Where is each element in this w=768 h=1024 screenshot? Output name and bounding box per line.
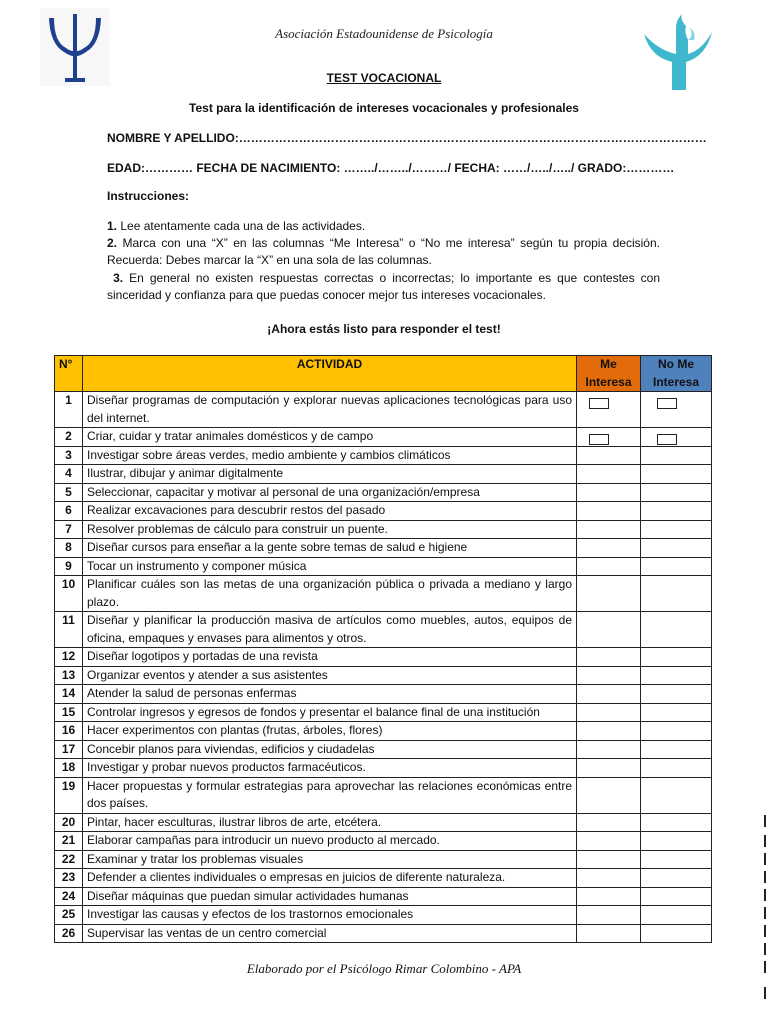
me-interesa-cell[interactable]: [577, 502, 641, 521]
row-number: 2: [55, 428, 83, 447]
table-row: [55, 428, 712, 447]
table-row: [55, 446, 712, 465]
no-me-interesa-cell[interactable]: [641, 520, 712, 539]
table-row: [55, 685, 712, 704]
me-interesa-cell[interactable]: [577, 557, 641, 576]
me-interesa-cell[interactable]: [577, 648, 641, 667]
activity-text: Supervisar las ventas de un centro comercial: [83, 924, 577, 943]
name-field-line[interactable]: NOMBRE Y APELLIDO:………………………………………………………………………………………………………: [107, 131, 707, 145]
activity-text: Seleccionar, capacitar y motivar al personal de una organización/empresa: [83, 483, 577, 502]
no-me-interesa-cell[interactable]: [641, 703, 712, 722]
me-interesa-cell[interactable]: [577, 520, 641, 539]
no-me-interesa-cell[interactable]: [641, 813, 712, 832]
no-me-interesa-cell[interactable]: [641, 906, 712, 925]
me-interesa-cell[interactable]: [577, 685, 641, 704]
activity-text: Hacer experimentos con plantas (frutas, árboles, flores): [83, 722, 577, 741]
row-number: 18: [55, 759, 83, 778]
no-me-interesa-cell[interactable]: [641, 666, 712, 685]
instruction-text: Marca con una “X” en las columnas “Me Interesa” o “No me interesa” según tu propia decisión. Recuerda: Debes marcar la “X” en una sola de las columnas.: [107, 236, 660, 268]
no-me-interesa-cell[interactable]: [641, 869, 712, 888]
instruction-text: En general no existen respuestas correctas o incorrectas; lo importante es que contestes con sinceridad y confianza para que puedas conocer mejor tus intereses vocacionales.: [107, 270, 661, 302]
activity-text: Elaborar campañas para introducir un nuevo producto al mercado.: [83, 832, 577, 851]
me-interesa-cell[interactable]: [577, 666, 641, 685]
me-interesa-cell[interactable]: [577, 428, 641, 447]
instruction-number: 2.: [107, 236, 118, 251]
no-me-interesa-checkbox[interactable]: [657, 434, 677, 445]
no-me-interesa-cell[interactable]: [641, 446, 712, 465]
table-row: [55, 392, 712, 428]
activity-text: Criar, cuidar y tratar animales domésticos y de campo: [83, 428, 577, 447]
no-me-interesa-cell[interactable]: [641, 759, 712, 778]
row-number: 19: [55, 777, 83, 813]
me-interesa-cell[interactable]: [577, 576, 641, 612]
table-row: [55, 483, 712, 502]
instruction-number: 1.: [107, 219, 118, 233]
me-interesa-cell[interactable]: [577, 869, 641, 888]
no-me-interesa-cell[interactable]: [641, 685, 712, 704]
me-interesa-cell[interactable]: [577, 392, 641, 428]
activity-text: Hacer propuestas y formular estrategias para aprovechar las relaciones económicas entre dos países.: [83, 777, 577, 813]
table-row: [55, 502, 712, 521]
activity-text: Realizar excavaciones para descubrir restos del pasado: [83, 502, 577, 521]
row-number: 23: [55, 869, 83, 888]
table-row: [55, 539, 712, 558]
instructions-list: [107, 218, 660, 304]
header-me-interesa: Me Interesa: [577, 356, 641, 392]
table-row: [55, 703, 712, 722]
activity-text: Ilustrar, dibujar y animar digitalmente: [83, 465, 577, 484]
row-number: 3: [55, 446, 83, 465]
ready-message: ¡Ahora estás listo para responder el test!: [267, 322, 501, 336]
no-me-interesa-cell[interactable]: [641, 612, 712, 648]
table-row: [55, 520, 712, 539]
row-number: 14: [55, 685, 83, 704]
table-row: [55, 924, 712, 943]
me-interesa-cell[interactable]: [577, 832, 641, 851]
header-number: N°: [55, 356, 83, 392]
row-number: 25: [55, 906, 83, 925]
instruction-text: Lee atentamente cada una de las actividades.: [117, 219, 366, 233]
me-interesa-cell[interactable]: [577, 483, 641, 502]
me-interesa-cell[interactable]: [577, 887, 641, 906]
row-number: 17: [55, 740, 83, 759]
table-row: [55, 740, 712, 759]
row-number: 10: [55, 576, 83, 612]
no-me-interesa-cell[interactable]: [641, 392, 712, 428]
row-number: 9: [55, 557, 83, 576]
activity-text: Tocar un instrumento y componer música: [83, 557, 577, 576]
no-me-interesa-checkbox[interactable]: [657, 398, 677, 409]
table-row: [55, 813, 712, 832]
document-title: TEST VOCACIONAL: [326, 71, 442, 85]
no-me-interesa-cell[interactable]: [641, 465, 712, 484]
activity-text: Organizar eventos y atender a sus asistentes: [83, 666, 577, 685]
me-interesa-cell[interactable]: [577, 740, 641, 759]
me-interesa-cell[interactable]: [577, 850, 641, 869]
row-number: 12: [55, 648, 83, 667]
no-me-interesa-cell[interactable]: [641, 850, 712, 869]
me-interesa-cell[interactable]: [577, 703, 641, 722]
no-me-interesa-cell[interactable]: [641, 777, 712, 813]
activity-text: Controlar ingresos y egresos de fondos y presentar el balance final de una institución: [83, 703, 577, 722]
row-number: 6: [55, 502, 83, 521]
activity-text: Atender la salud de personas enfermas: [83, 685, 577, 704]
activity-text: Diseñar logotipos y portadas de una revista: [83, 648, 577, 667]
personal-data-line[interactable]: EDAD:………… FECHA DE NACIMIENTO: ……../……../………/ FECHA: ……/…../…../ GRADO:…………: [107, 161, 675, 175]
margin-marks: [764, 815, 768, 1005]
row-number: 13: [55, 666, 83, 685]
row-number: 24: [55, 887, 83, 906]
footer-credit: Elaborado por el Psicólogo Rimar Colombino - APA: [246, 961, 522, 976]
activity-text: Diseñar y planificar la producción masiva de artículos como muebles, autos, equipos de oficina, empaques y envases para alimentos y otros.: [83, 612, 577, 648]
activity-text: Investigar sobre áreas verdes, medio ambiente y cambios climáticos: [83, 446, 577, 465]
table-row: [55, 722, 712, 741]
me-interesa-cell[interactable]: [577, 722, 641, 741]
document-subtitle: Test para la identificación de intereses vocacionales y profesionales: [189, 101, 579, 115]
me-interesa-cell[interactable]: [577, 539, 641, 558]
table-row: [55, 612, 712, 648]
activity-text: Concebir planos para viviendas, edificios y ciudadelas: [83, 740, 577, 759]
table-row: [55, 557, 712, 576]
activity-text: Pintar, hacer esculturas, ilustrar libros de arte, etcétera.: [83, 813, 577, 832]
instruction-item: [107, 270, 660, 304]
table-row: [55, 887, 712, 906]
row-number: 26: [55, 924, 83, 943]
activity-text: Resolver problemas de cálculo para construir un puente.: [83, 520, 577, 539]
table-row: [55, 648, 712, 667]
row-number: 20: [55, 813, 83, 832]
activity-text: Investigar y probar nuevos productos farmacéuticos.: [83, 759, 577, 778]
no-me-interesa-cell[interactable]: [641, 648, 712, 667]
table-row: [55, 869, 712, 888]
no-me-interesa-cell[interactable]: [641, 483, 712, 502]
me-interesa-cell[interactable]: [577, 777, 641, 813]
table-row: [55, 906, 712, 925]
activity-text: Diseñar programas de computación y explorar nuevas aplicaciones tecnológicas para uso del internet.: [83, 392, 577, 428]
row-number: 4: [55, 465, 83, 484]
row-number: 7: [55, 520, 83, 539]
header-no-me-interesa: No Me Interesa: [641, 356, 712, 392]
me-interesa-cell[interactable]: [577, 612, 641, 648]
table-row: [55, 465, 712, 484]
instructions-heading: Instrucciones:: [107, 189, 190, 203]
no-me-interesa-cell[interactable]: [641, 502, 712, 521]
me-interesa-cell[interactable]: [577, 924, 641, 943]
activity-text: Examinar y tratar los problemas visuales: [83, 850, 577, 869]
row-number: 16: [55, 722, 83, 741]
no-me-interesa-cell[interactable]: [641, 740, 712, 759]
me-interesa-cell[interactable]: [577, 813, 641, 832]
me-interesa-cell[interactable]: [577, 906, 641, 925]
association-name: Asociación Estadounidense de Psicología: [275, 26, 493, 41]
no-me-interesa-cell[interactable]: [641, 924, 712, 943]
no-me-interesa-cell[interactable]: [641, 832, 712, 851]
activity-text: Diseñar cursos para enseñar a la gente sobre temas de salud e higiene: [83, 539, 577, 558]
table-row: [55, 850, 712, 869]
activity-text: Defender a clientes individuales o empresas en juicios de diferente naturaleza.: [83, 869, 577, 888]
no-me-interesa-cell[interactable]: [641, 722, 712, 741]
me-interesa-cell[interactable]: [577, 465, 641, 484]
table-row: [55, 832, 712, 851]
activity-text: Planificar cuáles son las metas de una organización pública o privada a mediano y largo plazo.: [83, 576, 577, 612]
row-number: 21: [55, 832, 83, 851]
me-interesa-checkbox[interactable]: [589, 434, 609, 445]
row-number: 1: [55, 392, 83, 428]
activity-text: Investigar las causas y efectos de los trastornos emocionales: [83, 906, 577, 925]
me-interesa-checkbox[interactable]: [589, 398, 609, 409]
no-me-interesa-cell[interactable]: [641, 428, 712, 447]
me-interesa-cell[interactable]: [577, 446, 641, 465]
row-number: 22: [55, 850, 83, 869]
instruction-item: [107, 218, 660, 235]
row-number: 8: [55, 539, 83, 558]
no-me-interesa-cell[interactable]: [641, 887, 712, 906]
activities-table: [54, 355, 712, 943]
row-number: 15: [55, 703, 83, 722]
row-number: 5: [55, 483, 83, 502]
activity-text: Diseñar máquinas que puedan simular actividades humanas: [83, 887, 577, 906]
no-me-interesa-cell[interactable]: [641, 557, 712, 576]
table-row: [55, 666, 712, 685]
table-row: [55, 759, 712, 778]
instruction-item: [107, 235, 660, 269]
table-row: [55, 777, 712, 813]
me-interesa-cell[interactable]: [577, 759, 641, 778]
no-me-interesa-cell[interactable]: [641, 539, 712, 558]
table-header-row: [55, 356, 712, 392]
instruction-number: 3.: [113, 270, 124, 285]
header-activity: ACTIVIDAD: [83, 356, 577, 392]
table-row: [55, 576, 712, 612]
row-number: 11: [55, 612, 83, 648]
no-me-interesa-cell[interactable]: [641, 576, 712, 612]
